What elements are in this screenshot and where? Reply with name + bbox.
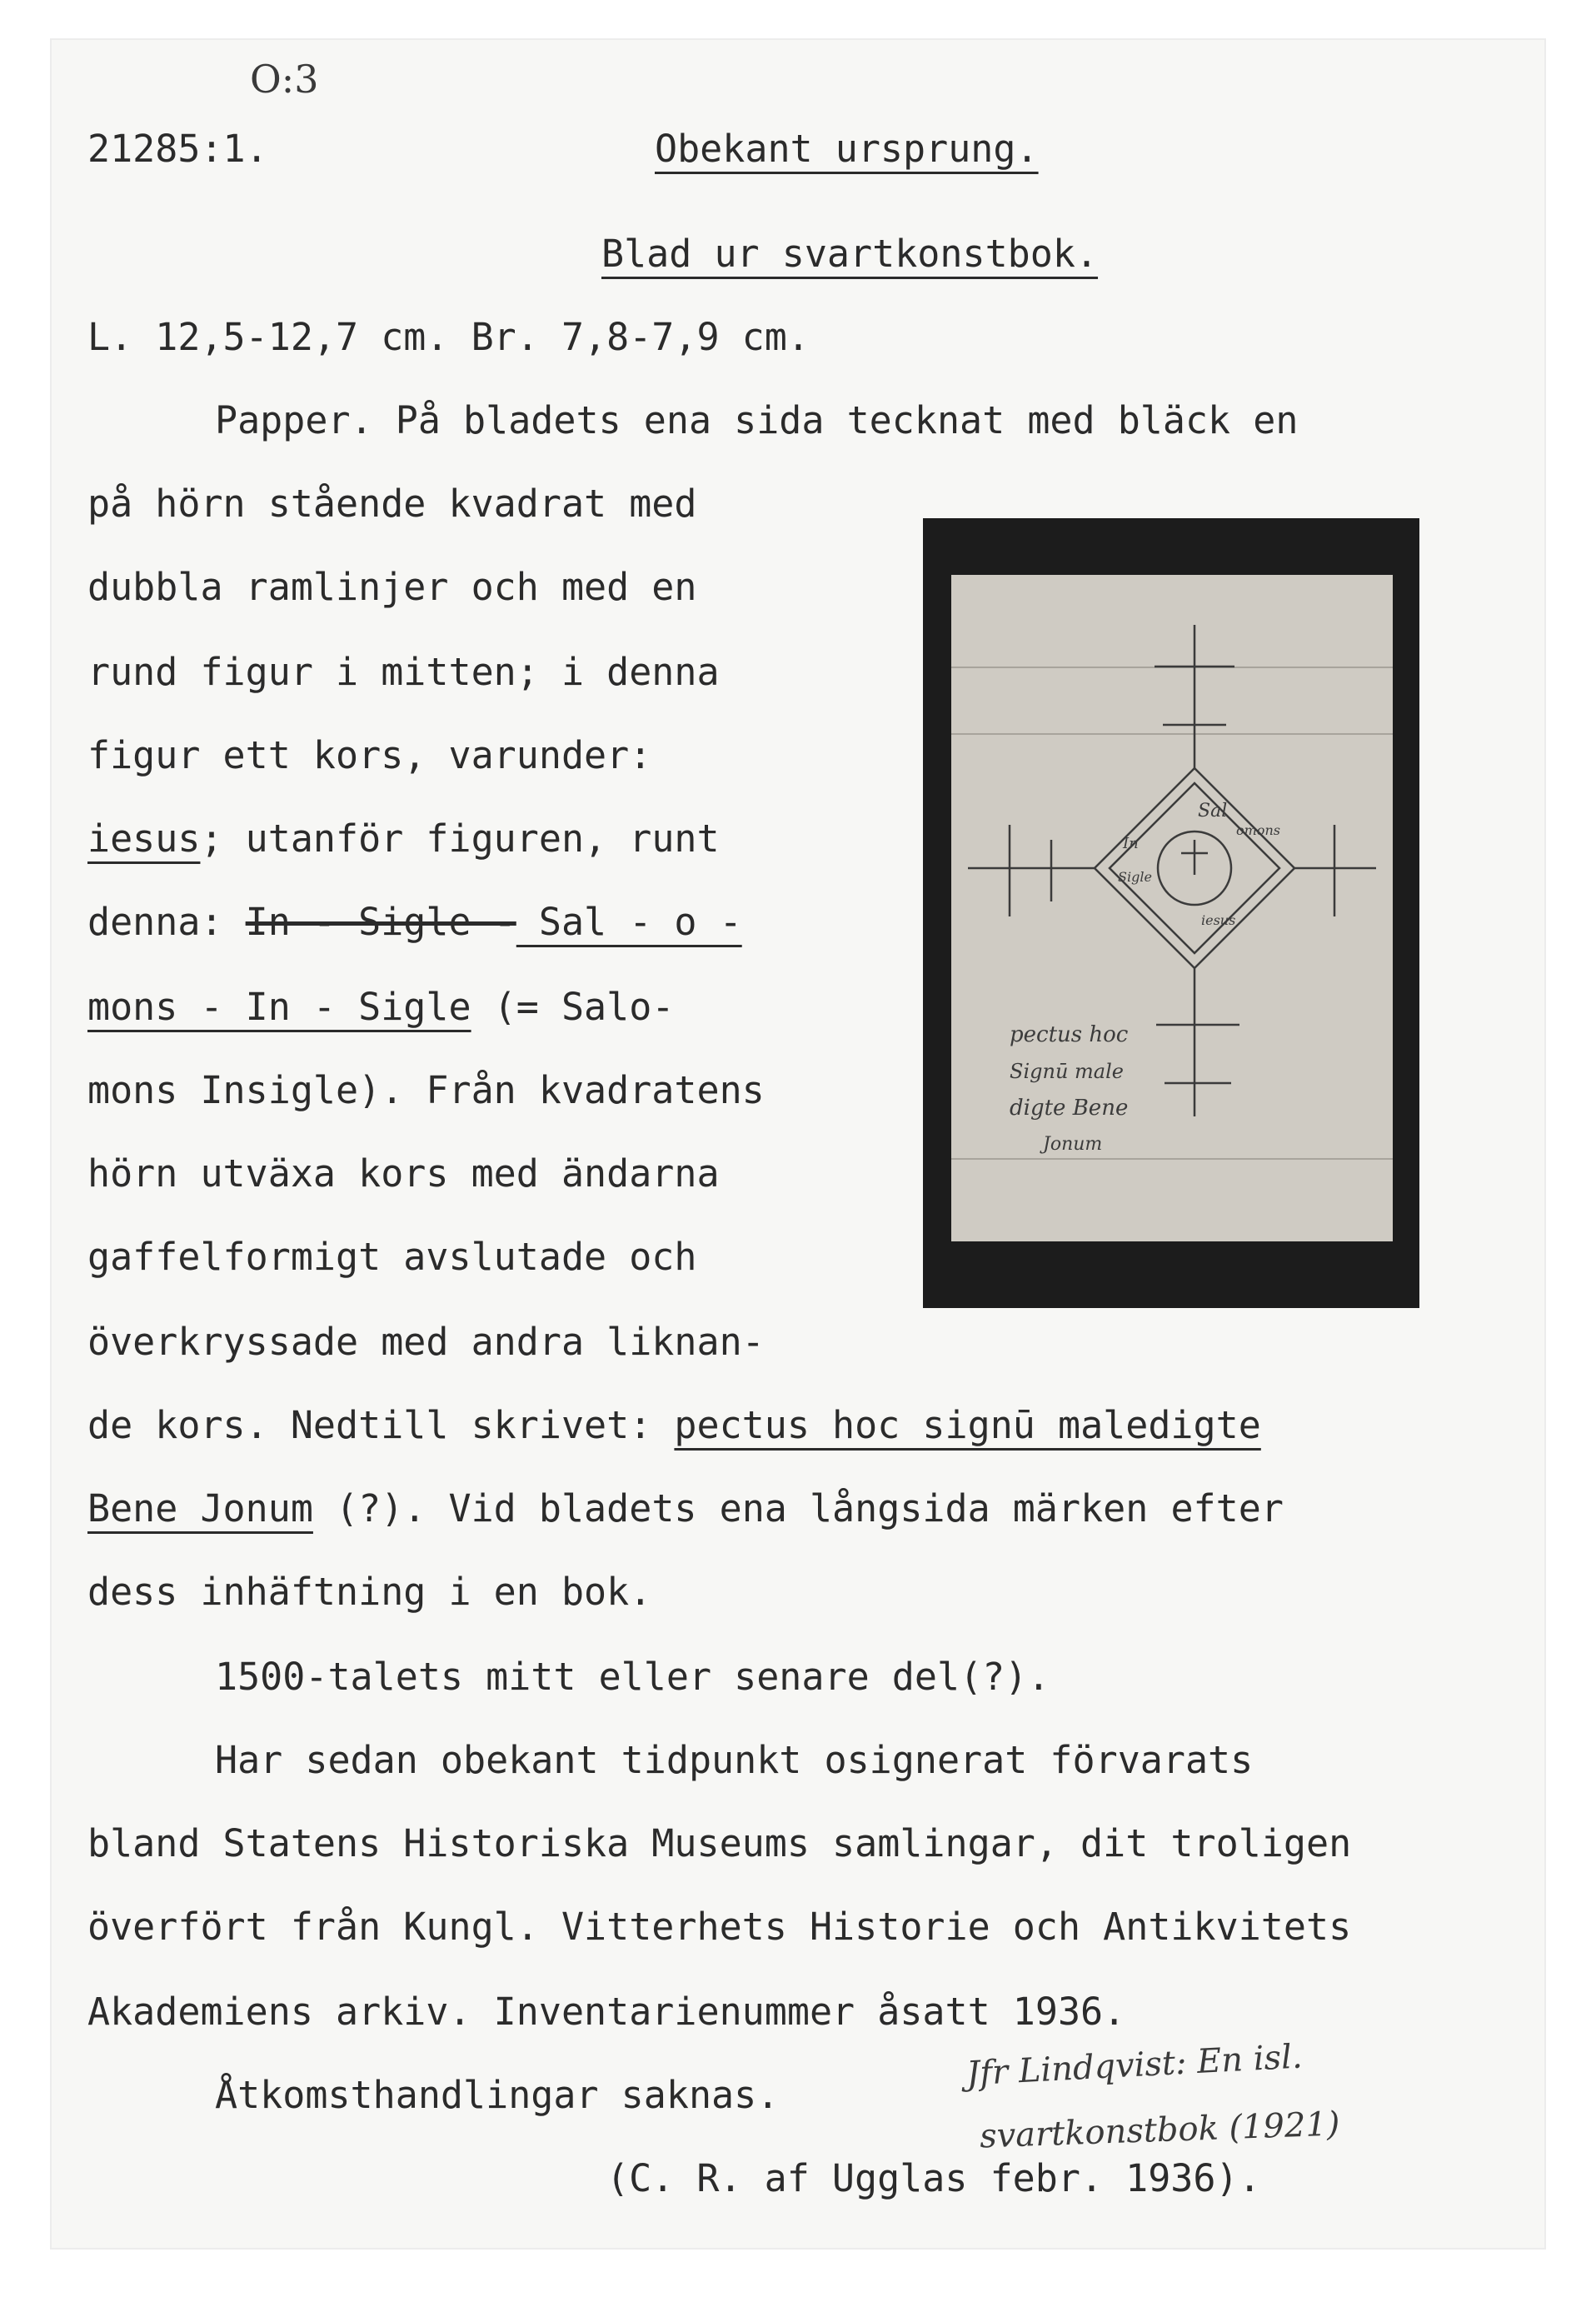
body-line-8-rest: (= Salo- [471, 985, 675, 1029]
body-line-14 [87, 1486, 1284, 1531]
inscription-salomons-part2: mons - In - Sigle [87, 985, 471, 1029]
inventory-number: 21285:1. [87, 127, 268, 171]
leaf-inscription-line-1: pectus hoc [1010, 1022, 1129, 1047]
body-line-14-rest: (?). Vid bladets ena långsida märken efter [312, 1486, 1284, 1531]
signature: (C. R. af Ugglas febr. 1936). [606, 2156, 1261, 2200]
handwritten-note-line-2: svartkonstbok (1921) [979, 2105, 1341, 2156]
body-line-4: rund figur i mitten; i denna [87, 650, 720, 694]
body-line-2: på hörn stående kvadrat med [87, 482, 697, 526]
dimensions: L. 12,5-12,7 cm. Br. 7,8-7,9 cm. [87, 315, 810, 359]
body-line-3: dubbla ramlinjer och med en [87, 565, 697, 609]
inscription-bene-jonum: Bene Jonum [87, 1486, 313, 1531]
sigil-word-iesus: iesus [1201, 912, 1236, 928]
leaf-inscription-line-4: Jonum [1043, 1134, 1103, 1155]
handwritten-annotation: O:3 [250, 57, 319, 102]
body-line-7-pre: denna: [87, 900, 246, 944]
inscription-salomons-part1: Sal - o - [516, 900, 742, 944]
provenance-line-3: överfört från Kungl. Vitterhets Historie och Antikvitets [87, 1905, 1352, 1949]
struck-text: In - Sigle - [245, 900, 516, 944]
inscription-iesus: iesus [87, 816, 201, 861]
sigil-word-in: In [1123, 835, 1139, 852]
body-line-6 [87, 816, 720, 861]
body-line-12: överkryssade med andra liknan- [87, 1320, 765, 1364]
body-line-15: dess inhäftning i en bok. [87, 1570, 652, 1614]
body-line-13 [87, 1403, 1261, 1447]
body-line-7 [87, 900, 742, 944]
sigil-word-sal: Sal [1198, 801, 1228, 821]
dating: 1500-talets mitt eller senare del(?). [215, 1655, 1050, 1699]
body-line-11: gaffelformigt avslutade och [87, 1235, 697, 1279]
leaf-inscription-line-3: digte Bene [1010, 1096, 1129, 1121]
body-line-8 [87, 985, 674, 1029]
document-title: Blad ur svartkonstbok. [601, 232, 1099, 276]
acquisition-note: Åtkomsthandlingar saknas. [215, 2073, 780, 2117]
body-line-10: hörn utväxa kors med ändarna [87, 1151, 720, 1196]
sigil-word-omons: omons [1236, 822, 1280, 838]
body-line-13-pre: de kors. Nedtill skrivet: [87, 1403, 675, 1447]
body-line-5: figur ett kors, varunder: [87, 733, 652, 777]
sigil-word-sigle: Sigle [1118, 869, 1152, 885]
inscription-pectus: pectus hoc signū maledigte [674, 1403, 1261, 1447]
origin-heading: Obekant ursprung. [655, 127, 1039, 171]
magic-sigil-drawing [951, 575, 1393, 1241]
body-line-9: mons Insigle). Från kvadratens [87, 1068, 765, 1112]
provenance-line-1: Har sedan obekant tidpunkt osignerat förvarats [215, 1738, 1254, 1782]
provenance-line-2: bland Statens Historiska Museums samlingar, dit troligen [87, 1821, 1352, 1865]
provenance-line-4: Akademiens arkiv. Inventarienummer åsatt 1936. [87, 1990, 1126, 2034]
handwritten-note-line-1: Jfr Lindqvist: En isl. [965, 2037, 1304, 2094]
leaf-inscription-line-2: Signū male [1010, 1060, 1124, 1083]
body-line-6-rest: ; utanför figuren, runt [200, 816, 720, 861]
body-line-1: Papper. På bladets ena sida tecknat med bläck en [215, 398, 1299, 442]
